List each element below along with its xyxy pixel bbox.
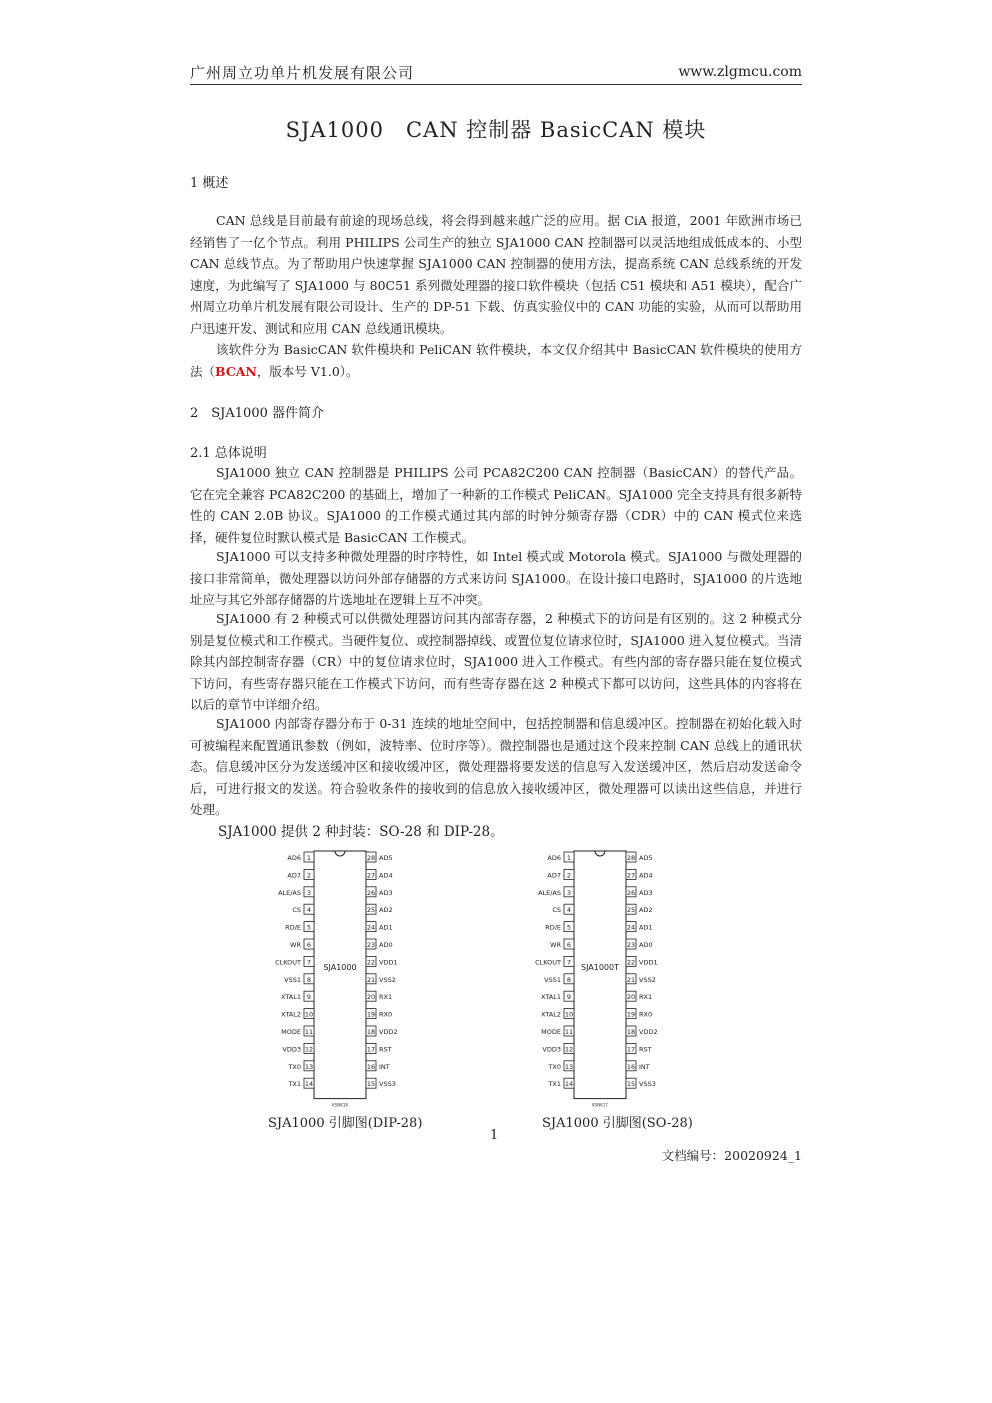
so-pinout-diagram [520, 845, 680, 1108]
dip-pin-label: AD4 [379, 871, 393, 880]
so-pin-number: 17 [626, 1045, 636, 1054]
so-pin-label: MODE [541, 1028, 561, 1036]
so-pin-label: RST [639, 1045, 652, 1054]
dip-caption: SJA1000 引脚图(DIP-28) [268, 1116, 423, 1131]
dip-pin-number: 19 [366, 1010, 376, 1019]
header-company: 广州周立功单片机发展有限公司 [190, 64, 415, 82]
so-pin-number: 18 [626, 1028, 636, 1036]
dip-pin-label: AD0 [379, 941, 393, 949]
so-pin-label: VSS1 [544, 975, 561, 984]
section-2-1-heading: 2.1 总体说明 [190, 446, 267, 461]
so-pin-number: 9 [566, 993, 572, 1002]
so-pin-label: AD3 [639, 888, 653, 897]
dip-pin-number: 9 [306, 993, 312, 1002]
document-number: 文档编号：20020924_1 [661, 1148, 802, 1163]
so-pin-label: INT [639, 1062, 650, 1071]
dip-pin-label: RST [379, 1045, 392, 1054]
dip-pin-number: 1 [306, 854, 312, 862]
dip-pin-number: 26 [366, 888, 376, 897]
dip-pin-label: AD7 [287, 871, 301, 880]
section-2-paragraph-4: SJA1000 内部寄存器分布于 0-31 连续的地址空间中，包括控制器和信息缓冲区。控制器在初始化载入时可被编程来配置通讯参数（例如，波特率、位时序等）。微控制器也是通过这个段来控制 CAN 总线上的通讯状态。信息缓冲区分为发送缓冲区和接收缓冲区，微处理器将要发送的信息写入发送缓冲区，然后启动发送命令后，可进行报文的发送。符合验收条件的接收到的信息放入接收缓冲区，微处理器可以读出这些信息，并进行处理。 [190, 716, 802, 817]
para2-text-post: ，版本号 V1.0）。 [256, 363, 359, 379]
so-pin-number: 16 [626, 1062, 636, 1071]
section-2-paragraph-1: SJA1000 独立 CAN 控制器是 PHILIPS 公司 PCA82C200 CAN 控制器（BasicCAN）的替代产品。它在完全兼容 PCA82C200 的基础上，增加了一种新的工作模式 PeliCAN。SJA1000 完全支持具有很多新特性的 CAN 2.0B 协议。SJA1000 的工作模式通过其内部的时钟分频寄存器（CDR）中的 CAN 模式位来选择，硬件复位时默认模式是 BasicCAN 工作模式。 [190, 465, 802, 545]
dip-pin-number: 28 [366, 854, 376, 862]
so-pin-label: RX1 [639, 993, 653, 1002]
dip-pin-number: 6 [306, 941, 312, 949]
dip-pin-number: 4 [306, 906, 312, 915]
so-pin-label: RD/E [545, 923, 561, 932]
dip-pin-number: 13 [304, 1062, 314, 1071]
so-pin-label: AD5 [639, 854, 653, 862]
so-pin-number: 3 [566, 888, 572, 897]
so-pin-label: CLKOUT [535, 958, 561, 967]
so-pin-label: AD1 [639, 923, 653, 932]
so-pin-label: VDD2 [639, 1028, 658, 1036]
so-pin-number: 22 [626, 958, 636, 967]
so-pin-number: 8 [566, 975, 572, 984]
dip-pin-number: 24 [366, 923, 376, 932]
so-chip-ref: KSNK17 [592, 1102, 608, 1108]
dip-chip-ref: KSNK18 [332, 1102, 348, 1108]
dip-pin-label: MODE [281, 1028, 301, 1036]
dip-pin-number: 8 [306, 975, 312, 984]
so-pin-number: 2 [566, 871, 572, 880]
dip-pin-number: 10 [304, 1010, 314, 1019]
dip-pin-number: 25 [366, 906, 376, 915]
dip-pin-label: TX0 [288, 1062, 301, 1071]
so-pin-number: 26 [626, 888, 636, 897]
so-pin-number: 13 [564, 1062, 574, 1071]
so-pin-label: CS [552, 906, 561, 915]
dip-pin-label: VDD3 [282, 1045, 301, 1054]
dip-pin-label: XTAL2 [280, 1010, 301, 1019]
dip-pin-number: 27 [366, 871, 376, 880]
dip-pin-label: AD1 [379, 923, 393, 932]
so-pin-number: 6 [566, 941, 572, 949]
so-pin-number: 27 [626, 871, 636, 880]
so-chip-name: SJA1000T [580, 963, 620, 973]
so-pin-number: 20 [626, 993, 636, 1002]
dip-pin-label: RD/E [285, 923, 301, 932]
so-pin-number: 4 [566, 906, 572, 915]
document-title: SJA1000 CAN 控制器 BasicCAN 模块 [285, 118, 707, 142]
so-pin-label: WR [550, 941, 561, 949]
so-pin-label: VSS2 [639, 975, 656, 984]
dip-pin-label: RX0 [379, 1010, 393, 1019]
section-1-paragraph-1: CAN 总线是目前最有前途的现场总线，将会得到越来越广泛的应用。据 CiA 报道，2001 年欧洲市场已经销售了一亿个节点。利用 PHILIPS 公司生产的独立 SJA1000 CAN 控制器可以灵活地组成低成本的、小型 CAN 总线节点。为了帮助用户快速掌握 SJA1000 CAN 控制器的使用方法，提高系统 CAN 总线系统的开发速度，为此编写了 SJA1000 与 80C51 系列微处理器的接口软件模块（包括 C51 模块和 A51 模块），配合广州周立功单片机发展有限公司设计、生产的 DP-51 下载、仿真实验仪中的 CAN 功能的实验，从而可以帮助用户迅速开发、测试和应用 CAN 总线通讯模块。 [190, 213, 802, 336]
section-1-paragraph-2 [190, 339, 802, 382]
so-pin-label: AD0 [639, 941, 653, 949]
dip-pin-label: CLKOUT [275, 958, 301, 967]
dip-pin-number: 22 [366, 958, 376, 967]
dip-pin-number: 14 [304, 1080, 314, 1089]
section-1-heading: 1 概述 [190, 176, 229, 191]
so-pin-number: 21 [626, 975, 636, 984]
dip-pin-number: 15 [366, 1080, 376, 1089]
so-pin-number: 1 [566, 854, 572, 862]
so-pin-label: XTAL1 [540, 993, 561, 1002]
so-pin-number: 23 [626, 941, 636, 949]
dip-pin-number: 3 [306, 888, 312, 897]
so-pin-number: 14 [564, 1080, 574, 1089]
dip-chip-name: SJA1000 [323, 963, 357, 973]
so-pin-label: VDD1 [639, 958, 658, 967]
page-number: 1 [490, 1128, 499, 1143]
so-pin-label: VSS3 [639, 1080, 656, 1089]
dip-pin-label: AD5 [379, 854, 393, 862]
so-pin-label: AD7 [547, 871, 561, 880]
dip-pin-label: CS [292, 906, 301, 915]
dip-pin-label: VSS2 [379, 975, 396, 984]
so-pin-number: 12 [564, 1045, 574, 1054]
dip-pin-label: XTAL1 [280, 993, 301, 1002]
dip-pin-number: 18 [366, 1028, 376, 1036]
dip-pin-number: 11 [304, 1028, 314, 1036]
dip-pin-label: ALE/AS [278, 888, 301, 897]
dip-pin-label: AD2 [379, 906, 393, 915]
so-pin-label: TX0 [548, 1062, 561, 1071]
dip-pin-label: VSS3 [379, 1080, 396, 1089]
so-pin-number: 10 [564, 1010, 574, 1019]
so-pin-label: RX0 [639, 1010, 653, 1019]
dip-pin-label: VSS1 [284, 975, 301, 984]
so-pin-number: 7 [566, 958, 572, 967]
dip-pin-label: AD3 [379, 888, 393, 897]
dip-pin-number: 2 [306, 871, 312, 880]
dip-pin-label: TX1 [288, 1080, 301, 1089]
header-divider [190, 84, 802, 85]
so-pin-number: 28 [626, 854, 636, 862]
so-pin-label: AD4 [639, 871, 653, 880]
dip-pin-number: 23 [366, 941, 376, 949]
dip-pin-label: AD6 [287, 854, 301, 862]
section-2-paragraph-3: SJA1000 有 2 种模式可以供微处理器访问其内部寄存器，2 种模式下的访问是有区别的。这 2 种模式分别是复位模式和工作模式。当硬件复位、或控制器掉线、或置位复位请求位时，SJA1000 进入复位模式。当清除其内部控制寄存器（CR）中的复位请求位时，SJA1000 进入工作模式。有些内部的寄存器只能在复位模式下访问，有些寄存器只能在工作模式下访问，而有些寄存器在这 2 种模式下都可以访问，这些具体的内容将在以后的章节中详细介绍。 [190, 611, 802, 712]
so-pin-label: ALE/AS [538, 888, 561, 897]
dip-pin-number: 20 [366, 993, 376, 1002]
dip-pin-label: RX1 [379, 993, 393, 1002]
so-pin-label: AD6 [547, 854, 561, 862]
so-pin-number: 15 [626, 1080, 636, 1089]
so-pin-number: 5 [566, 923, 572, 932]
so-pin-label: TX1 [548, 1080, 561, 1089]
dip-pin-number: 5 [306, 923, 312, 932]
dip-pin-number: 12 [304, 1045, 314, 1054]
so-pin-label: XTAL2 [540, 1010, 561, 1019]
so-pin-label: VDD3 [542, 1045, 561, 1054]
bcan-highlight: BCAN [215, 363, 257, 379]
dip-pin-label: WR [290, 941, 301, 949]
package-note: SJA1000 提供 2 种封装：SO-28 和 DIP-28。 [218, 824, 504, 840]
header-website: www.zlgmcu.com [678, 64, 802, 80]
dip-pin-number: 16 [366, 1062, 376, 1071]
so-pin-number: 19 [626, 1010, 636, 1019]
so-caption: SJA1000 引脚图(SO-28) [542, 1116, 693, 1131]
so-chip-body [574, 851, 626, 1099]
so-pinout-svg [520, 845, 680, 1108]
dip-pin-number: 17 [366, 1045, 376, 1054]
dip-pinout-diagram [260, 845, 420, 1108]
dip-pin-number: 21 [366, 975, 376, 984]
section-2-heading: 2 SJA1000 器件简介 [190, 406, 324, 421]
para2-text-pre: 该软件分为 BasicCAN 软件模块和 PeliCAN 软件模块，本文仅介绍其中 BasicCAN 软件模块的使用方法（ [190, 342, 802, 379]
so-pin-label: AD2 [639, 906, 653, 915]
dip-pin-label: VDD2 [379, 1028, 398, 1036]
dip-pin-number: 7 [306, 958, 312, 967]
dip-pin-label: VDD1 [379, 958, 398, 967]
so-pin-number: 24 [626, 923, 636, 932]
so-pin-number: 25 [626, 906, 636, 915]
section-2-paragraph-2: SJA1000 可以支持多种微处理器的时序特性，如 Intel 模式或 Motorola 模式。SJA1000 与微处理器的接口非常简单，微处理器以访问外部存储器的方式来访问 SJA1000。在设计接口电路时，SJA1000 的片选地址应与其它外部存储器的片选地址在逻辑上互不冲突。 [190, 549, 802, 607]
dip-pinout-svg [260, 845, 420, 1108]
dip-pin-label: INT [379, 1062, 390, 1071]
so-pin-number: 11 [564, 1028, 574, 1036]
dip-chip-body [314, 851, 366, 1099]
